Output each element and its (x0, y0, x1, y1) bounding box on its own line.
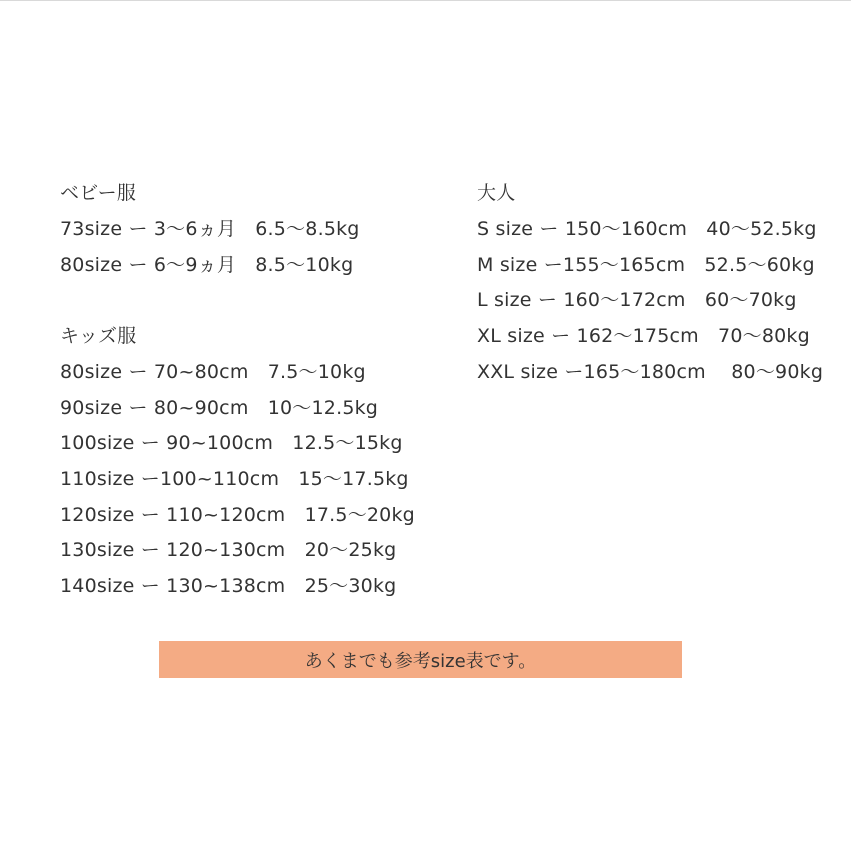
kids-heading: キッズ服 (60, 325, 137, 347)
kids-size-row: 100size ー 90~100cm 12.5〜15kg (60, 432, 403, 455)
kids-size-row: 110size ー100~110cm 15〜17.5kg (60, 468, 409, 491)
adult-size-row: L size ー 160〜172cm 60〜70kg (477, 289, 797, 312)
adult-size-section (477, 181, 823, 395)
adult-size-row: M size ー155〜165cm 52.5〜60kg (477, 253, 815, 276)
baby-size-section (60, 181, 360, 288)
kids-size-row: 140size ー 130~138cm 25〜30kg (60, 575, 397, 598)
reference-note-banner (159, 641, 682, 678)
kids-size-row: 120size ー 110~120cm 17.5〜20kg (60, 503, 415, 526)
kids-size-row: 80size ー 70~80cm 7.5〜10kg (60, 361, 366, 383)
baby-size-row: 80size ー 6〜9ヵ月 8.5〜10kg (60, 253, 354, 276)
kids-size-row: 130size ー 120~130cm 20〜25kg (60, 539, 397, 562)
reference-note-text: あくまでも参考size表です。 (304, 650, 537, 672)
kids-size-section (60, 324, 415, 610)
adult-size-row: XL size ー 162〜175cm 70〜80kg (477, 325, 810, 348)
kids-size-row: 90size ー 80~90cm 10〜12.5kg (60, 396, 379, 419)
adult-size-row: S size ー 150〜160cm 40〜52.5kg (477, 218, 817, 240)
top-divider (0, 0, 851, 1)
baby-size-row: 73size ー 3〜6ヵ月 6.5〜8.5kg (60, 218, 360, 240)
baby-heading: ベビー服 (60, 182, 137, 204)
adult-size-row: XXL size ー165〜180cm 80〜90kg (477, 360, 824, 383)
adult-heading: 大人 (477, 182, 516, 204)
